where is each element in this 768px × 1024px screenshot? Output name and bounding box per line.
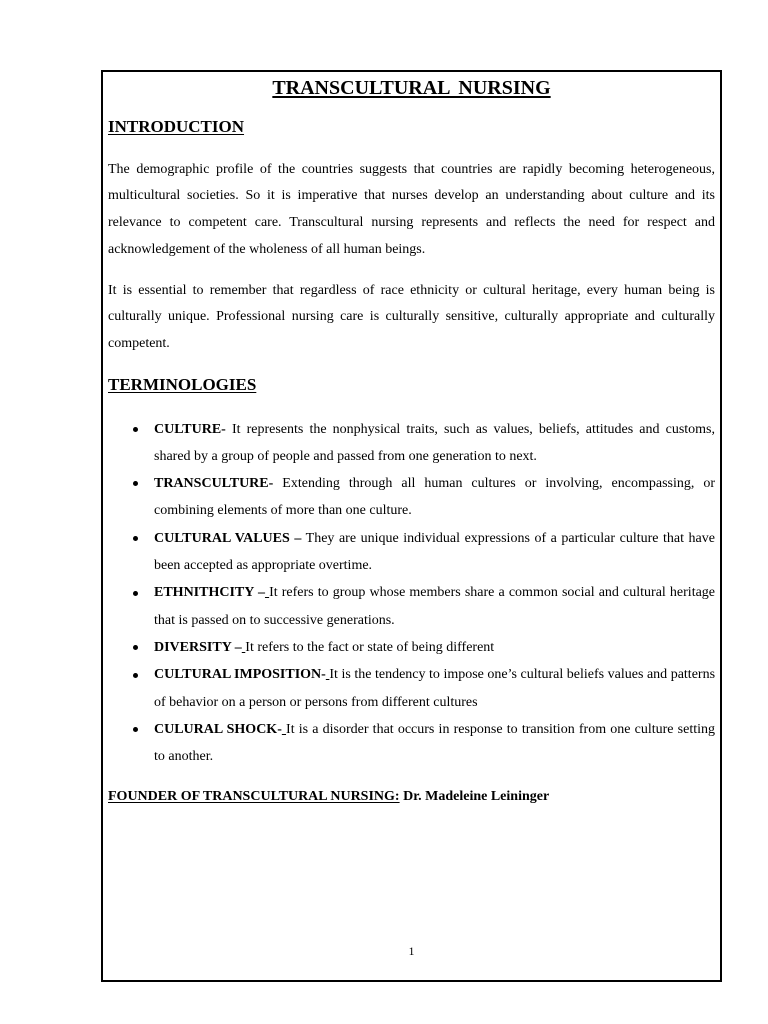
terminology-item (154, 716, 715, 771)
terminology-list (108, 416, 715, 771)
term-definition: It is a disorder that occurs in response to transition from one culture setting to another. (154, 722, 715, 765)
founder-label: FOUNDER OF TRANSCULTURAL NURSING: (108, 788, 400, 804)
terminologies-heading: TERMINOLOGIES (108, 375, 257, 394)
document-title: TRANSCULTURAL NURSING (272, 77, 551, 99)
term-definition: It refers to group whose members share a common social and cultural heritage that is passed on to successive generations. (154, 585, 716, 628)
bullet-icon (133, 727, 138, 732)
term-label: CULTURE- (154, 421, 226, 437)
terminology-item (154, 661, 715, 716)
term-label: CULTURAL VALUES – (154, 530, 302, 546)
introduction-paragraph: It is essential to remember that regardless of race ethnicity or cultural heritage, every human being is culturally unique. Professional nursing care is culturally sensitive, culturally appropriate and culturally competent. (108, 282, 715, 351)
bullet-icon (133, 645, 138, 650)
terminology-item (154, 579, 715, 634)
term-label: ETHNITHCITY – (154, 585, 265, 601)
term-definition: It refers to the fact or state of being different (245, 640, 495, 656)
introduction-paragraph: The demographic profile of the countries suggests that countries are rapidly becoming heterogeneous, multicultural societies. So it is imperative that nurses develop an understanding about culture and its relevance to competent care. Transcultural nursing represents and reflects the need for respect and acknowledgement of the wholeness of all human beings. (108, 161, 715, 257)
terminology-item (154, 416, 715, 471)
founder-name: Dr. Madeleine Leininger (403, 788, 550, 804)
bullet-icon (133, 673, 138, 678)
bullet-icon (133, 427, 138, 432)
terminology-item (154, 525, 715, 580)
bullet-icon (133, 591, 138, 596)
bullet-icon (133, 481, 138, 486)
terminology-item (154, 470, 715, 525)
bullet-icon (133, 536, 138, 541)
term-label: DIVERSITY – (154, 640, 242, 656)
term-label: CULTURAL IMPOSITION- (154, 667, 326, 683)
term-label: TRANSCULTURE- (154, 476, 274, 492)
term-definition: It represents the nonphysical traits, such as values, beliefs, attitudes and customs, shared by a group of people and passed from one generation to next. (154, 421, 715, 464)
term-definition: Extending through all human cultures or involving, encompassing, or combining elements of more than one culture. (154, 476, 716, 519)
page-frame (101, 70, 722, 982)
page-number: 1 (408, 944, 415, 958)
terminology-item (154, 634, 715, 661)
term-definition: It is the tendency to impose one’s cultural beliefs values and patterns of behavior on a person or persons from different cultures (154, 667, 716, 710)
founder-line (108, 785, 715, 809)
term-label: CULURAL SHOCK- (154, 722, 282, 738)
introduction-heading: INTRODUCTION (108, 117, 245, 136)
term-definition: They are unique individual expressions of a particular culture that have been accepted as appropriate overtime. (154, 530, 715, 574)
